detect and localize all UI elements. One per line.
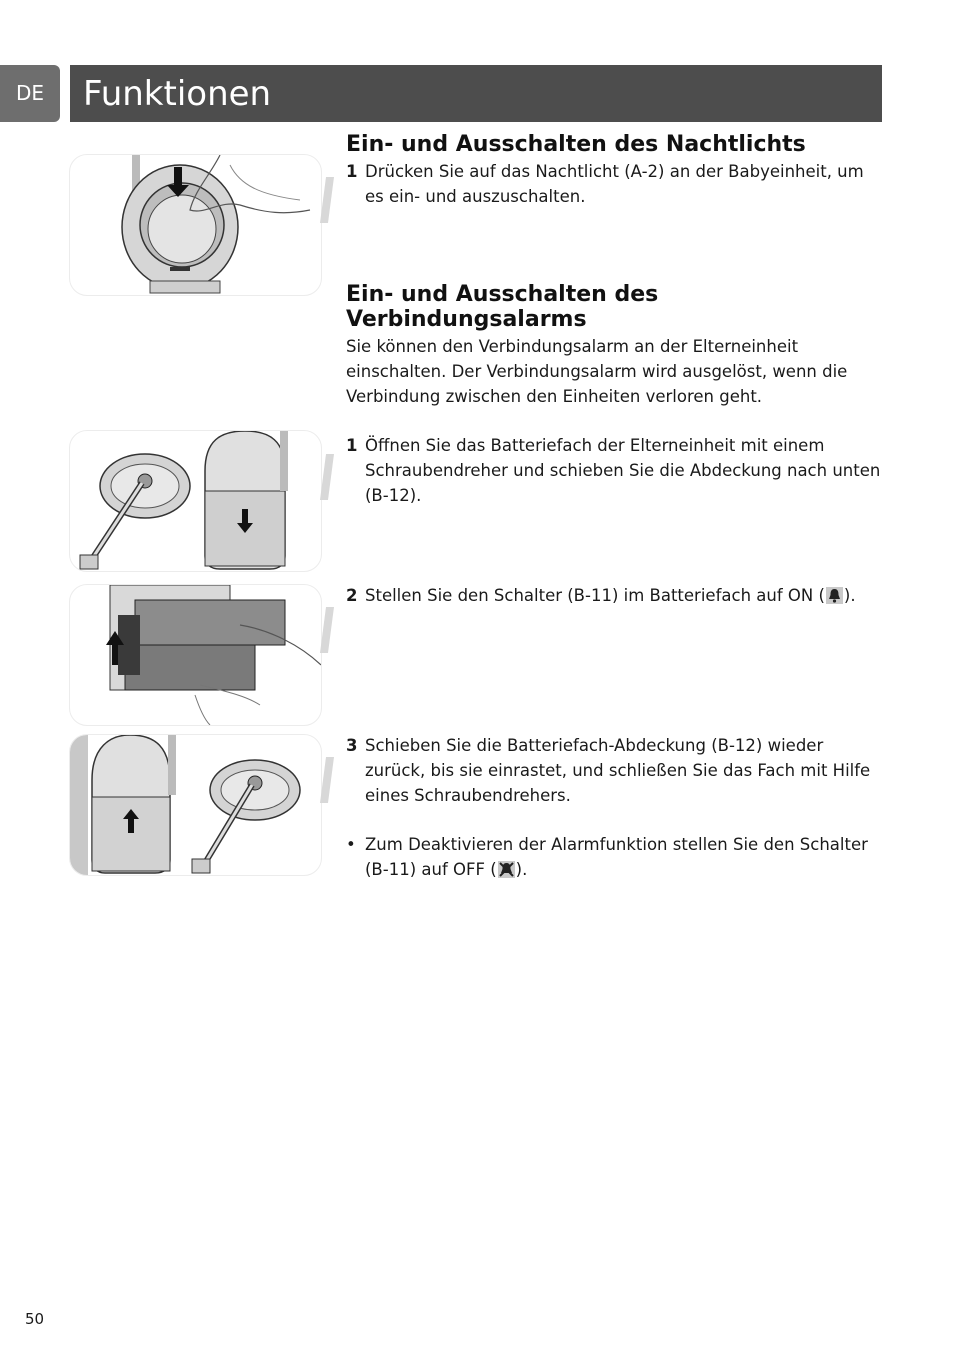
bell-icon — [826, 587, 843, 604]
step-number: 1 — [346, 162, 358, 181]
alarm-step-1 — [346, 433, 886, 508]
illustration-pointer — [320, 757, 334, 803]
note-text: Zum Deaktivieren der Alarmfunktion stellen Sie den Schalter (B-11) auf OFF ( ). — [365, 835, 868, 879]
page-title: Funktionen — [83, 74, 272, 114]
step-text: Öffnen Sie das Batteriefach der Elterneinheit mit einem Schraubendreher und schieben Sie die Abdeckung nach unten (B-12). — [365, 436, 881, 505]
language-tab — [0, 65, 60, 122]
step-text: Stellen Sie den Schalter (B-11) im Batteriefach auf ON ( ). — [365, 586, 856, 605]
alarm-off-note — [346, 832, 886, 882]
illustration-pointer — [320, 454, 334, 500]
screwdriver-close-illustration — [70, 735, 321, 875]
bullet: • — [346, 835, 356, 854]
alarm-step-2 — [346, 583, 886, 608]
alarm-step-3 — [346, 733, 886, 808]
step-number: 3 — [346, 736, 358, 755]
heading-line-2: Verbindungsalarms — [346, 307, 587, 332]
illustration-pointer — [320, 607, 334, 653]
illustration-nightlight — [69, 154, 322, 296]
step-number: 2 — [346, 586, 358, 605]
step-text: Schieben Sie die Batteriefach-Abdeckung (B-12) wieder zurück, bis sie einrastet, und schließen Sie das Fach mit Hilfe eines Schraubendrehers. — [365, 736, 871, 805]
language-label: DE — [15, 81, 45, 105]
illustration-close-battery-compartment — [69, 734, 322, 876]
step-number: 1 — [346, 436, 358, 455]
page-number: 50 — [25, 1310, 45, 1328]
nightlight-step-1 — [346, 159, 886, 209]
screwdriver-open-illustration — [70, 431, 321, 571]
bell-crossed-icon — [498, 861, 515, 878]
switch-illustration — [70, 585, 321, 725]
heading-line-1: Ein- und Ausschalten des — [346, 282, 659, 307]
section-intro: Sie können den Verbindungsalarm an der Elterneinheit einschalten. Der Verbindungsalarm wird ausgelöst, wenn die Verbindung zwischen den Einheiten verloren geht. — [346, 337, 848, 406]
illustration-open-battery-compartment — [69, 430, 322, 572]
illustration-pointer — [320, 177, 334, 223]
title-bar — [70, 65, 882, 122]
illustration-switch-on — [69, 584, 322, 726]
step-text: Drücken Sie auf das Nachtlicht (A-2) an der Babyeinheit, um es ein- und auszuschalten. — [365, 162, 864, 206]
section-heading-nightlight: Ein- und Ausschalten des Nachtlichts — [346, 132, 806, 157]
baby-unit-illustration — [70, 155, 321, 295]
section-heading-connection-alarm — [346, 282, 658, 332]
